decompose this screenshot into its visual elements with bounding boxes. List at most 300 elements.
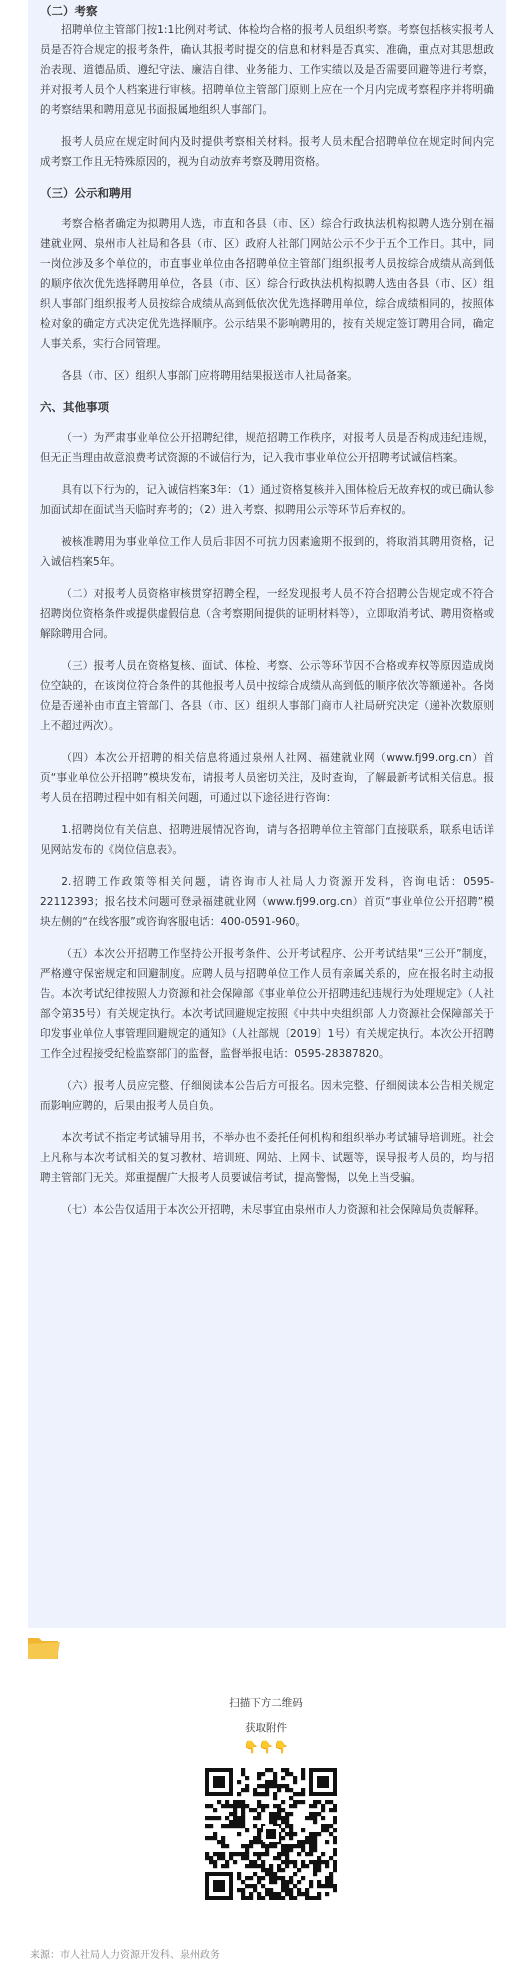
qr-module: [317, 1868, 321, 1872]
qr-module: [313, 1820, 317, 1824]
qr-module: [329, 1832, 333, 1836]
qr-module: [321, 1808, 325, 1812]
qr-module: [209, 1824, 213, 1828]
qr-module: [277, 1876, 281, 1880]
qr-module: [221, 1852, 225, 1856]
qr-module: [301, 1864, 305, 1868]
qr-module: [229, 1824, 233, 1828]
qr-module: [329, 1872, 333, 1876]
qr-module: [225, 1816, 229, 1820]
qr-module: [273, 1780, 277, 1784]
qr-module: [289, 1796, 293, 1800]
qr-module: [225, 1844, 229, 1848]
qr-module: [305, 1840, 309, 1844]
qr-module: [253, 1808, 257, 1812]
qr-module: [245, 1852, 249, 1856]
section-heading: 六、其他事项: [40, 400, 109, 414]
qr-module: [285, 1888, 289, 1892]
qr-module: [293, 1884, 297, 1888]
qr-module: [313, 1868, 317, 1872]
qr-module: [273, 1784, 277, 1788]
qr-module: [249, 1864, 253, 1868]
qr-module: [289, 1836, 293, 1840]
qr-module: [269, 1888, 273, 1892]
qr-module: [265, 1804, 269, 1808]
paragraph: （五）本次公开招聘工作坚持公开报考条件、公开考试程序、公开考试结果“三公开”制度，严格遵守保密规定和回避制度。应聘人员与招聘单位工作人员有亲属关系的，应在报名时主动报告。本次考试纪律按照人力资源和社会保障部《事业单位公开招聘违纪违规行为处理规定》（人社部令第35号）有关规定执行。本次考试回避规定按照《中共中央组织部 人力资源社会保障部关于印发事业单位人事管理回避规定的通知》（人社部规〔2019〕1号）有关规定执行。本次公开招聘工作全过程接受纪检监察部门的监督，监督举报电话：0595-28387820。: [40, 948, 494, 1060]
qr-module: [313, 1812, 317, 1816]
qr-module: [285, 1824, 289, 1828]
qr-module: [209, 1856, 213, 1860]
qr-module: [253, 1860, 257, 1864]
qr-module: [273, 1856, 277, 1860]
qr-module: [301, 1840, 305, 1844]
qr-module: [205, 1804, 209, 1808]
qr-module: [277, 1804, 281, 1808]
qr-module: [273, 1812, 277, 1816]
qr-module: [313, 1872, 317, 1876]
paragraph-gap: [40, 736, 494, 748]
qr-module: [321, 1816, 325, 1820]
qr-module: [241, 1772, 245, 1776]
qr-module: [253, 1884, 257, 1888]
qr-module: [321, 1828, 325, 1832]
qr-module: [285, 1848, 289, 1852]
qr-module: [313, 1816, 317, 1820]
qr-module: [277, 1852, 281, 1856]
qr-module: [225, 1800, 229, 1804]
qr-module: [329, 1824, 333, 1828]
qr-module: [269, 1844, 273, 1848]
qr-module: [241, 1816, 245, 1820]
qr-module: [265, 1844, 269, 1848]
qr-module: [253, 1788, 257, 1792]
paragraph: （四）本次公开招聘的相关信息将通过泉州人社网、福建就业网（www.fj99.org.cn）首页“事业单位公开招聘”模块发布，请报考人员密切关注，及时查询，了解最新考试相关信息。报考人员在招聘过程中如有相关问题，可通过以下途径进行咨询：: [40, 752, 494, 804]
qr-module: [273, 1796, 277, 1800]
qr-module: [225, 1824, 229, 1828]
qr-module: [225, 1864, 229, 1868]
qr-module: [213, 1836, 217, 1840]
qr-module: [205, 1836, 209, 1840]
qr-module: [281, 1852, 285, 1856]
qr-module: [277, 1896, 281, 1900]
qr-module: [313, 1864, 317, 1868]
qr-module: [249, 1808, 253, 1812]
qr-module: [269, 1872, 273, 1876]
qr-module: [241, 1888, 245, 1892]
qr-module: [325, 1880, 329, 1884]
qr-module: [209, 1804, 213, 1808]
qr-module: [293, 1864, 297, 1868]
qr-module: [297, 1880, 301, 1884]
qr-module: [305, 1816, 309, 1820]
qr-module: [253, 1864, 257, 1868]
qr-module: [225, 1860, 229, 1864]
qr-module: [325, 1824, 329, 1828]
paragraph-gap: [40, 808, 494, 820]
qr-module: [249, 1876, 253, 1880]
qr-module: [301, 1800, 305, 1804]
qr-module: [249, 1840, 253, 1844]
paragraph-gap: [40, 644, 494, 656]
section-heading: （三）公示和聘用: [40, 186, 132, 200]
qr-module: [325, 1864, 329, 1868]
qr-module: [265, 1868, 269, 1872]
qr-module: [249, 1896, 253, 1900]
qr-module: [269, 1868, 273, 1872]
qr-module: [241, 1844, 245, 1848]
qr-module: [213, 1832, 217, 1836]
qr-module: [261, 1808, 265, 1812]
qr-module: [281, 1808, 285, 1812]
qr-module: [257, 1896, 261, 1900]
qr-module: [281, 1800, 285, 1804]
qr-module: [245, 1844, 249, 1848]
qr-module: [325, 1884, 329, 1888]
qr-module: [229, 1820, 233, 1824]
qr-module: [213, 1852, 217, 1856]
qr-module: [285, 1816, 289, 1820]
qr-module: [229, 1856, 233, 1860]
qr-module: [269, 1892, 273, 1896]
qr-module: [237, 1876, 241, 1880]
qr-module: [229, 1804, 233, 1808]
qr-module: [293, 1800, 297, 1804]
paragraph: （三）报考人员在资格复核、面试、体检、考察、公示等环节因不合格或弃权等原因造成岗位空缺的，在该岗位符合条件的其他报考人员中按综合成绩从高到低的顺序依次等额递补。各岗位是否递补由市直主管部门、各县（市、区）组织人事部门商市人社局研究决定（递补次数原则上不超过两次）。: [40, 660, 494, 732]
qr-module: [301, 1776, 305, 1780]
qr-module: [221, 1840, 225, 1844]
qr-module: [237, 1820, 241, 1824]
qr-module: [277, 1812, 281, 1816]
paragraph-gap: [40, 860, 494, 872]
qr-module: [281, 1828, 285, 1832]
qr-module: [237, 1852, 241, 1856]
qr-module: [261, 1876, 265, 1880]
qr-module: [253, 1852, 257, 1856]
qr-module: [257, 1784, 261, 1788]
qr-module: [309, 1812, 313, 1816]
qr-module: [313, 1832, 317, 1836]
qr-module: [237, 1832, 241, 1836]
scan-qr-text: 扫描下方二维码: [229, 1697, 303, 1709]
qr-module: [285, 1884, 289, 1888]
qr-module: [285, 1784, 289, 1788]
qr-module: [241, 1856, 245, 1860]
qr-module: [297, 1844, 301, 1848]
qr-module: [205, 1824, 209, 1828]
qr-module: [313, 1844, 317, 1848]
qr-module: [257, 1836, 261, 1840]
qr-module: [217, 1840, 221, 1844]
qr-module: [257, 1840, 261, 1844]
qr-module: [233, 1812, 237, 1816]
qr-module: [289, 1828, 293, 1832]
qr-module: [309, 1844, 313, 1848]
qr-module: [313, 1836, 317, 1840]
qr-module: [301, 1892, 305, 1896]
qr-module: [269, 1880, 273, 1884]
qr-module: [233, 1804, 237, 1808]
qr-module: [241, 1804, 245, 1808]
qr-module: [309, 1832, 313, 1836]
qr-module: [233, 1808, 237, 1812]
qr-module: [333, 1820, 337, 1824]
qr-module: [265, 1892, 269, 1896]
qr-module: [293, 1776, 297, 1780]
qr-module: [297, 1888, 301, 1892]
qr-module: [289, 1876, 293, 1880]
qr-module: [209, 1860, 213, 1864]
qr-module: [261, 1860, 265, 1864]
qr-code[interactable]: [205, 1768, 337, 1900]
qr-module: [273, 1776, 277, 1780]
qr-module: [213, 1816, 217, 1820]
qr-module: [269, 1876, 273, 1880]
qr-module: [261, 1868, 265, 1872]
qr-module: [317, 1832, 321, 1836]
paragraph-gap: [40, 386, 494, 398]
qr-module: [333, 1860, 337, 1864]
qr-module: [261, 1784, 265, 1788]
qr-module: [261, 1772, 265, 1776]
qr-module: [257, 1776, 261, 1780]
qr-module: [317, 1896, 321, 1900]
qr-module: [297, 1840, 301, 1844]
qr-module: [281, 1768, 285, 1772]
qr-module: [241, 1852, 245, 1856]
qr-module: [305, 1896, 309, 1900]
qr-module: [257, 1804, 261, 1808]
paragraph: （六）报考人员应完整、仔细阅读本公告后方可报名。因未完整、仔细阅读本公告相关规定而影响应聘的，后果由报考人员自负。: [40, 1080, 494, 1112]
qr-module: [317, 1864, 321, 1868]
qr-module: [273, 1792, 277, 1796]
qr-module: [289, 1772, 293, 1776]
qr-module: [261, 1844, 265, 1848]
qr-module: [257, 1880, 261, 1884]
paragraph: 具有以下行为的，记入诚信档案3年：（1）通过资格复核并入围体检后无故弃权的或已确认参加面试却在面试当天临时弃考的；（2）进入考察、拟聘用公示等环节后弃权的。: [40, 484, 494, 516]
qr-module: [253, 1888, 257, 1892]
qr-module: [333, 1804, 337, 1808]
qr-module: [293, 1872, 297, 1876]
qr-module: [285, 1832, 289, 1836]
qr-module: [237, 1872, 241, 1876]
qr-module: [261, 1804, 265, 1808]
qr-module: [237, 1780, 241, 1784]
qr-module: [229, 1852, 233, 1856]
qr-module: [297, 1800, 301, 1804]
qr-module: [309, 1880, 313, 1884]
qr-module: [213, 1864, 217, 1868]
qr-module: [253, 1824, 257, 1828]
qr-module: [321, 1852, 325, 1856]
qr-module: [269, 1820, 273, 1824]
qr-module: [285, 1812, 289, 1816]
paragraph-gap: [40, 572, 494, 584]
paragraph-gap: [40, 416, 494, 428]
qr-module: [313, 1848, 317, 1852]
qr-module: [289, 1824, 293, 1828]
qr-module: [257, 1832, 261, 1836]
qr-module: [257, 1864, 261, 1868]
qr-module: [289, 1880, 293, 1884]
qr-module: [309, 1836, 313, 1840]
qr-module: [269, 1780, 273, 1784]
qr-module: [261, 1792, 265, 1796]
qr-module: [309, 1840, 313, 1844]
qr-module: [293, 1804, 297, 1808]
qr-module: [241, 1896, 245, 1900]
qr-module: [285, 1892, 289, 1896]
qr-module: [257, 1792, 261, 1796]
qr-module: [289, 1804, 293, 1808]
qr-module: [245, 1828, 249, 1832]
qr-module: [301, 1828, 305, 1832]
qr-module: [277, 1856, 281, 1860]
paragraph: 本次考试不指定考试辅导用书，不举办也不委托任何机构和组织举办考试辅导培训班。社会上凡称与本次考试相关的复习教材、培训班、网站、上网卡、试题等，误导报考人员的，均与招聘主管部门无关。郑重提醒广大报考人员要诚信考试，提高警惕，以免上当受骗。: [40, 1132, 494, 1184]
qr-module: [269, 1812, 273, 1816]
qr-module: [313, 1840, 317, 1844]
qr-module: [257, 1816, 261, 1820]
qr-module: [245, 1876, 249, 1880]
qr-module: [333, 1840, 337, 1844]
qr-module: [257, 1892, 261, 1896]
qr-module: [289, 1860, 293, 1864]
qr-module: [289, 1888, 293, 1892]
qr-module: [205, 1816, 209, 1820]
qr-module: [249, 1844, 253, 1848]
qr-module: [269, 1816, 273, 1820]
qr-module: [281, 1896, 285, 1900]
qr-module: [301, 1768, 305, 1772]
qr-module: [221, 1836, 225, 1840]
qr-module: [305, 1888, 309, 1892]
qr-module: [329, 1808, 333, 1812]
qr-module: [301, 1860, 305, 1864]
qr-module: [277, 1788, 281, 1792]
qr-module: [281, 1860, 285, 1864]
paragraph: 2.招聘工作政策等相关问题，请咨询市人社局人力资源开发科，咨询电话：0595-22112393；报名技术问题可登录福建就业网（www.fj99.org.cn）首页“事业单位公开招聘”模块左侧的“在线客服”或咨询客服电话：400-0591-960。: [40, 876, 494, 928]
qr-module: [265, 1792, 269, 1796]
paragraph: 1.招聘岗位有关信息、招聘进展情况咨询，请与各招聘单位主管部门直接联系，联系电话详见网站发布的《岗位信息表》。: [40, 824, 494, 856]
paragraph-gap: [40, 172, 494, 184]
qr-module: [277, 1892, 281, 1896]
qr-module: [289, 1832, 293, 1836]
qr-module: [285, 1768, 289, 1772]
qr-module: [273, 1772, 277, 1776]
qr-module: [233, 1820, 237, 1824]
qr-module: [241, 1800, 245, 1804]
qr-module: [293, 1860, 297, 1864]
qr-module: [233, 1816, 237, 1820]
qr-module: [245, 1776, 249, 1780]
qr-module: [297, 1852, 301, 1856]
qr-module: [289, 1788, 293, 1792]
qr-module: [285, 1852, 289, 1856]
qr-module: [269, 1768, 273, 1772]
qr-module: [301, 1848, 305, 1852]
qr-module: [249, 1884, 253, 1888]
folder-icon: [26, 1632, 62, 1662]
qr-module: [305, 1864, 309, 1868]
qr-module: [261, 1852, 265, 1856]
qr-module: [233, 1852, 237, 1856]
qr-module: [321, 1824, 325, 1828]
qr-module: [277, 1816, 281, 1820]
paragraph: （七）本公告仅适用于本次公开招聘，未尽事宜由泉州市人力资源和社会保障局负责解释。: [61, 1204, 485, 1216]
qr-module: [265, 1872, 269, 1876]
qr-module: [229, 1812, 233, 1816]
qr-module: [321, 1804, 325, 1808]
qr-module: [237, 1824, 241, 1828]
paragraph: 报考人员应在规定时间内及时提供考察相关材料。报考人员未配合招聘单位在规定时间内完成考察工作且无特殊原因的，视为自动放弃考察及聘用资格。: [40, 136, 494, 168]
qr-module: [241, 1812, 245, 1816]
qr-module: [233, 1824, 237, 1828]
qr-module: [329, 1876, 333, 1880]
announcement-content: [28, 0, 506, 1220]
paragraph: 招聘单位主管部门按1:1比例对考试、体检均合格的报考人员组织考察。考察包括核实报考人员是否符合规定的报考条件，确认其报考时提交的信息和材料是否真实、准确，重点对其思想政治表现、道德品质、遵纪守法、廉洁自律、业务能力、工作实绩以及是否需要回避等进行考察，并对报考人员个人档案进行审核。招聘单位主管部门原则上应在一个月内完成考察程序并将明确的考察结果和聘用意见书面报属地组织人事部门。: [40, 24, 494, 116]
qr-module: [269, 1784, 273, 1788]
section-heading: （二）考察: [40, 4, 98, 18]
qr-module: [265, 1780, 269, 1784]
qr-module: [217, 1852, 221, 1856]
qr-module: [257, 1800, 261, 1804]
qr-module: [289, 1848, 293, 1852]
qr-module: [289, 1812, 293, 1816]
qr-module: [333, 1848, 337, 1852]
qr-module: [289, 1896, 293, 1900]
qr-module: [213, 1860, 217, 1864]
qr-module: [313, 1804, 317, 1808]
paragraph-gap: [40, 932, 494, 944]
qr-module: [261, 1896, 265, 1900]
qr-module: [317, 1800, 321, 1804]
qr-module: [217, 1800, 221, 1804]
qr-module: [281, 1816, 285, 1820]
qr-module: [333, 1864, 337, 1868]
qr-module: [253, 1840, 257, 1844]
qr-module: [309, 1860, 313, 1864]
qr-module: [241, 1880, 245, 1884]
qr-module: [265, 1888, 269, 1892]
qr-module: [241, 1788, 245, 1792]
qr-module: [309, 1848, 313, 1852]
qr-module: [237, 1800, 241, 1804]
attachment-text: 获取附件: [245, 1722, 287, 1734]
qr-module: [325, 1800, 329, 1804]
qr-module: [265, 1784, 269, 1788]
qr-module: [297, 1868, 301, 1872]
qr-module: [309, 1804, 313, 1808]
qr-module: [221, 1824, 225, 1828]
qr-module: [277, 1868, 281, 1872]
qr-module: [281, 1836, 285, 1840]
qr-module: [309, 1816, 313, 1820]
qr-module: [257, 1812, 261, 1816]
qr-module: [297, 1892, 301, 1896]
qr-module: [289, 1892, 293, 1896]
qr-module: [237, 1804, 241, 1808]
qr-module: [293, 1896, 297, 1900]
qr-module: [257, 1876, 261, 1880]
qr-module: [205, 1856, 209, 1860]
qr-module: [273, 1876, 277, 1880]
qr-module: [245, 1788, 249, 1792]
qr-module: [273, 1880, 277, 1884]
qr-module: [321, 1860, 325, 1864]
qr-module: [281, 1776, 285, 1780]
qr-module: [257, 1828, 261, 1832]
qr-module: [285, 1880, 289, 1884]
qr-module: [321, 1884, 325, 1888]
